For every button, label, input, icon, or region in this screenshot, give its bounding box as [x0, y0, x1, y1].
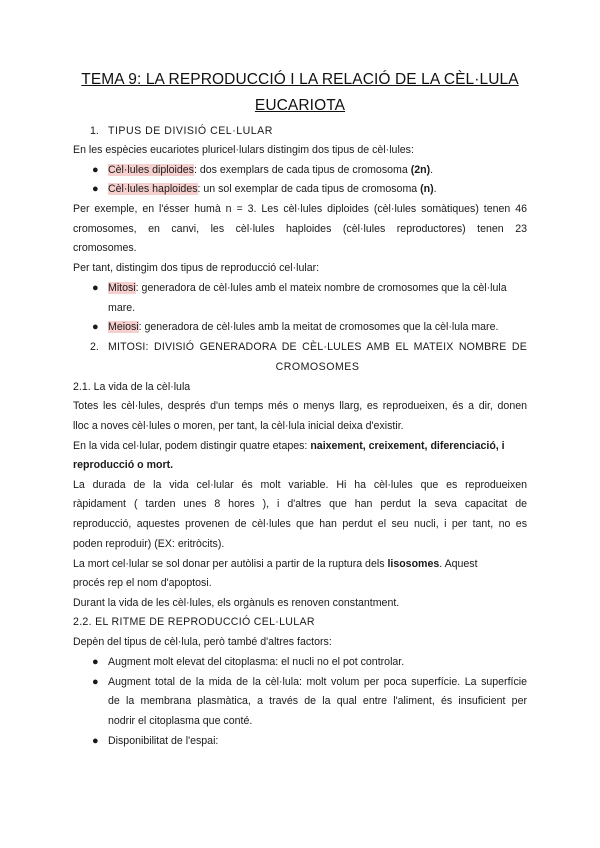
paragraph-6-line-3: reproducció, aquestes provenen de cèl·lules que han perdut el seu nucli, i per tant, no es [73, 518, 527, 530]
bullet-3-line-2: mare. [108, 302, 136, 314]
paragraph-4-line-1: Totes les cèl·lules, després d'un temps més o menys llarg, es reprodueixen, és a dir, donen [73, 400, 527, 412]
paragraph-5-line-1 [73, 439, 527, 453]
section-1-heading: TIPUS DE DIVISIÓ CEL·LULAR [108, 125, 273, 137]
bullet-3-line-1 [108, 281, 527, 295]
document-title-line1: TEMA 9: LA REPRODUCCIÓ I LA RELACIÓ DE LA CÈL·LULA [81, 71, 519, 88]
bullet-2-marker: ● [92, 183, 99, 195]
bullet-6-marker: ● [92, 676, 99, 688]
section-1-number: 1. [90, 125, 99, 137]
paragraph-6-line-4: poden reproduir) (EX: eritròcits). [73, 538, 225, 550]
paragraph-7-line-1 [73, 557, 527, 571]
bullet-1-text: : dos exemplars de cada tipus de cromosoma [193, 164, 411, 176]
bullet-6-line-3: nodrir el citoplasma que conté. [108, 715, 253, 727]
paragraph-7-end: . Aquest [439, 558, 478, 570]
paragraph-3: Per tant, distingim dos tipus de reproducció cel·lular: [73, 262, 320, 274]
section-2-heading-line-1: MITOSI: DIVISIÓ GENERADORA DE CÈL·LULES AMB EL MATEIX NOMBRE DE [108, 341, 527, 353]
bullet-1 [108, 163, 527, 177]
subsection-2-2-heading: 2.2. EL RITME DE REPRODUCCIÓ CEL·LULAR [73, 616, 315, 628]
paragraph-5-bold-2: reproducció o mort. [73, 459, 174, 471]
paragraph-7-text: La mort cel·lular se sol donar per autòlisi a partir de la ruptura dels [73, 558, 388, 570]
bullet-2-text: : un sol exemplar de cada tipus de cromosoma [197, 183, 421, 195]
paragraph-2-line-2: cromosomes, en canvi, les cèl·lules haploides (cèl·lules reproductores) tenen 23 [73, 223, 527, 235]
bullet-1-marker: ● [92, 164, 99, 176]
bullet-5: Augment molt elevat del citoplasma: el nucli no el pot controlar. [108, 656, 405, 668]
section-2-number: 2. [90, 341, 99, 353]
bullet-2-bold: (n) [420, 183, 434, 195]
subsection-2-1-heading: 2.1. La vida de la cèl·lula [73, 381, 191, 393]
paragraph-2-line-1: Per exemple, en l'ésser humà n = 3. Les cèl·lules diploides (cèl·lules somàtiques) tenen 46 [73, 203, 527, 215]
bullet-1-end: . [430, 164, 434, 176]
paragraph-9: Depèn del tipus de cèl·lula, però també d'altres factors: [73, 636, 332, 648]
bullet-4-text: : generadora de cèl·lules amb la meitat de cromosomes que la cèl·lula mare. [138, 321, 499, 333]
section-2-heading-line-2: CROMOSOMES [275, 361, 360, 373]
bullet-6-line-1: Augment total de la mida de la cèl·lula: molt volum per poca superfície. La superfície [108, 676, 527, 688]
document-title-line2: EUCARIOTA [254, 97, 346, 114]
paragraph-2-line-3: cromosomes. [73, 242, 137, 254]
term-diploides: Cèl·lules diploides [108, 164, 194, 176]
bullet-7: Disponibilitat de l'espai: [108, 735, 219, 747]
paragraph-1: En les espècies eucariotes pluricel·lulars distingim dos tipus de cèl·lules: [73, 144, 414, 156]
bullet-3-marker: ● [92, 282, 99, 294]
bullet-6-line-2: de la membrana plasmàtica, a través de la qual entre l'aliment, és insuficient per [108, 695, 527, 707]
paragraph-7-line-2: procés rep el nom d'apoptosi. [73, 577, 212, 589]
term-mitosi: Mitosi [108, 282, 136, 294]
paragraph-5-line-2 [73, 458, 527, 472]
bullet-4-marker: ● [92, 321, 99, 333]
paragraph-5-bold-1: naixement, creixement, diferenciació, i [310, 440, 505, 452]
term-lisosomes: lisosomes [387, 558, 440, 570]
paragraph-5-text: En la vida cel·lular, podem distingir quatre etapes: [73, 440, 311, 452]
bullet-2-end: . [433, 183, 437, 195]
paragraph-6-line-2: ràpidament ( tarden unes 8 hores ), i d'altres que han perdut la seva capacitat de [73, 498, 527, 510]
bullet-3-text: : generadora de cèl·lules amb el mateix nombre de cromosomes que la cèl·lula [135, 282, 507, 294]
bullet-1-bold: (2n) [410, 164, 431, 176]
bullet-4 [108, 320, 527, 334]
paragraph-4-line-2: lloc a noves cèl·lules o moren, per tant, la cèl·lula inicial deixa d'existir. [73, 420, 404, 432]
bullet-7-marker: ● [92, 735, 99, 747]
term-meiosi: Meiosi [108, 321, 139, 333]
paragraph-6-line-1: La durada de la vida cel·lular és molt variable. Hi ha cèl·lules que es reprodueixen [73, 479, 527, 491]
bullet-5-marker: ● [92, 656, 99, 668]
paragraph-8: Durant la vida de les cèl·lules, els orgànuls es renoven constantment. [73, 597, 400, 609]
bullet-2 [108, 182, 527, 196]
term-haploides: Cèl·lules haploides [108, 183, 198, 195]
